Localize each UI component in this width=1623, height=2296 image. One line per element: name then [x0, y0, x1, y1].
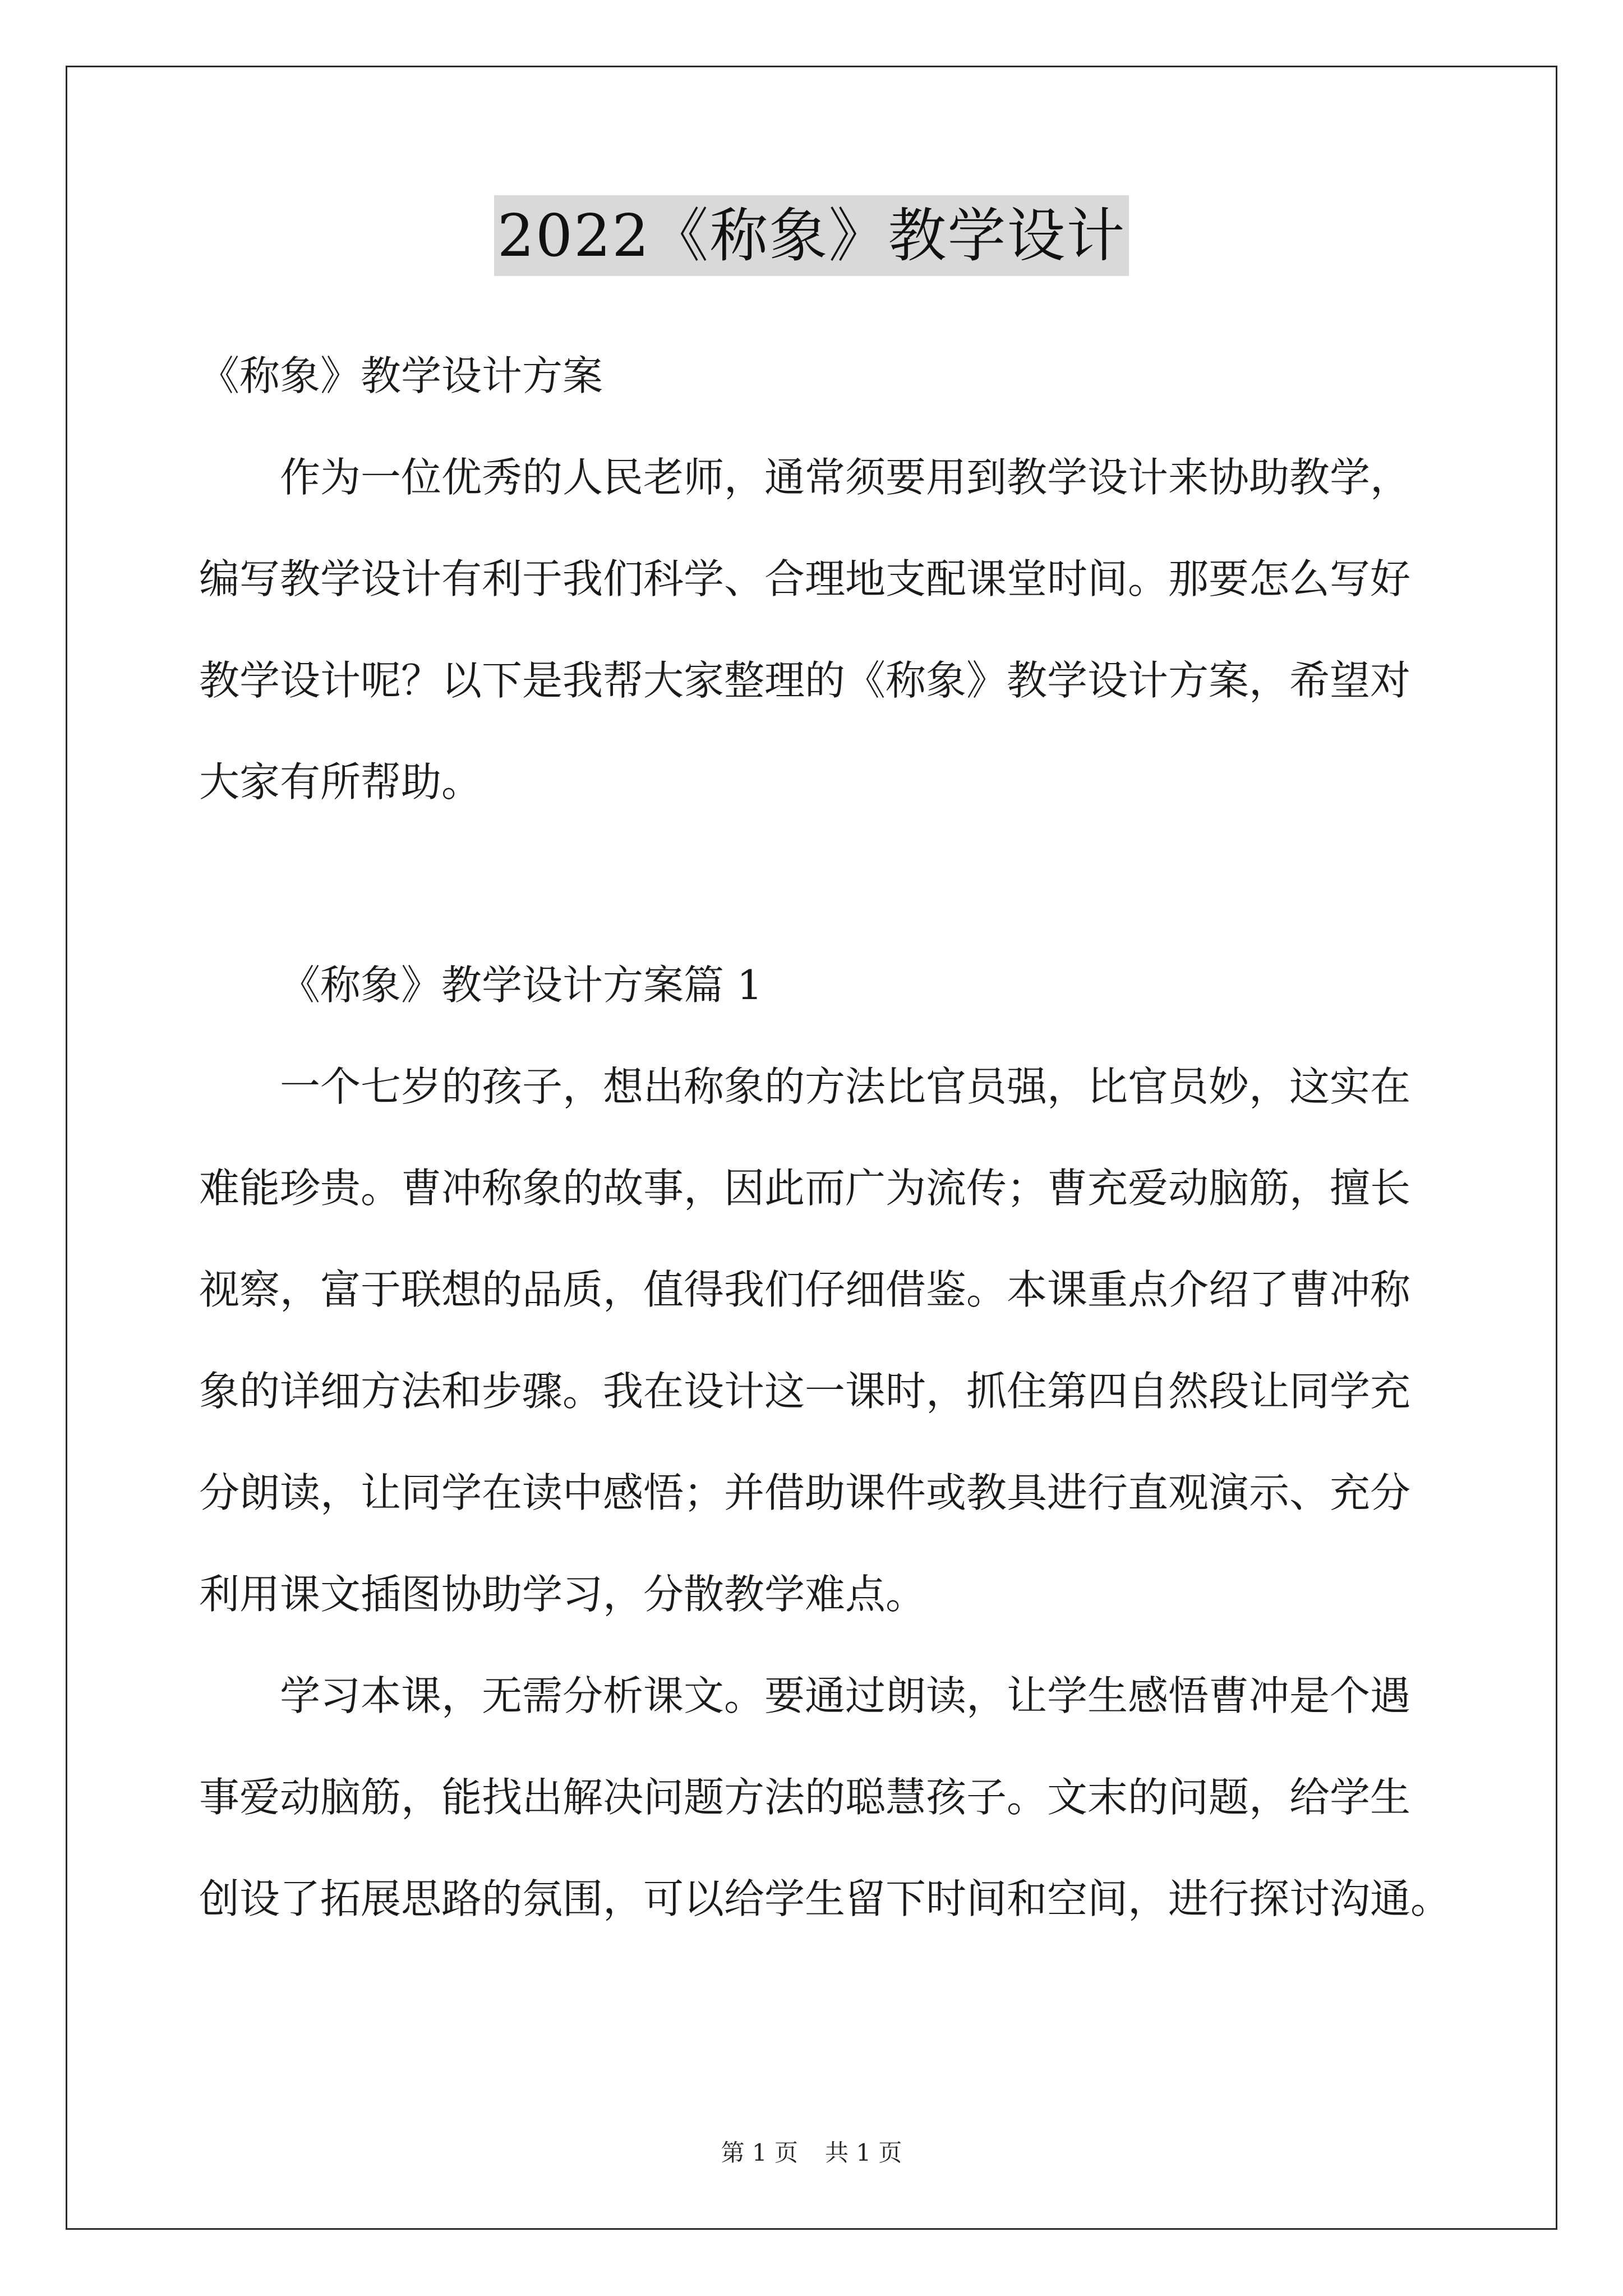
blank-line — [199, 855, 1438, 957]
document-body — [199, 348, 1451, 1972]
paragraph-line: 象的详细方法和步骤。我在设计这一课时，抓住第四自然段让同学充 — [199, 1368, 1411, 1415]
paragraph-line: 创设了拓展思路的氛围，可以给学生留下时间和空间，进行探讨沟通。 — [199, 1875, 1451, 1922]
intro-line: 编写教学设计有利于我们科学、合理地支配课堂时间。那要怎么写好 — [199, 555, 1411, 602]
paragraph-line: 难能珍贵。曹冲称象的故事，因此而广为流传；曹充爱动脑筋，擅长 — [199, 1165, 1411, 1212]
title-container — [0, 195, 1623, 276]
document-subtitle: 《称象》教学设计方案 — [199, 352, 603, 399]
intro-line: 大家有所帮助。 — [199, 758, 482, 806]
paragraph-line: 一个七岁的孩子，想出称象的方法比官员强，比官员妙，这实在 — [280, 1063, 1411, 1110]
page-footer — [0, 2136, 1623, 2170]
paragraph-line: 分朗读，让同学在读中感悟；并借助课件或教具进行直观演示、充分 — [199, 1469, 1411, 1516]
page-total: 共 1 页 — [825, 2139, 902, 2166]
document-title: 2022《称象》教学设计 — [494, 195, 1129, 276]
paragraph-line: 视察，富于联想的品质，值得我们仔细借鉴。本课重点介绍了曹冲称 — [199, 1266, 1411, 1313]
section-heading: 《称象》教学设计方案篇 1 — [280, 961, 763, 1009]
page-number: 第 1 页 — [721, 2139, 798, 2166]
intro-line: 教学设计呢？以下是我帮大家整理的《称象》教学设计方案，希望对 — [199, 657, 1411, 704]
paragraph-line: 学习本课，无需分析课文。要通过朗读，让学生感悟曹冲是个遇 — [280, 1672, 1411, 1719]
intro-line: 作为一位优秀的人民老师，通常须要用到教学设计来协助教学， — [280, 454, 1411, 501]
paragraph-line: 利用课文插图协助学习，分散教学难点。 — [199, 1571, 926, 1618]
paragraph-line: 事爱动脑筋，能找出解决问题方法的聪慧孩子。文末的问题，给学生 — [199, 1774, 1411, 1821]
